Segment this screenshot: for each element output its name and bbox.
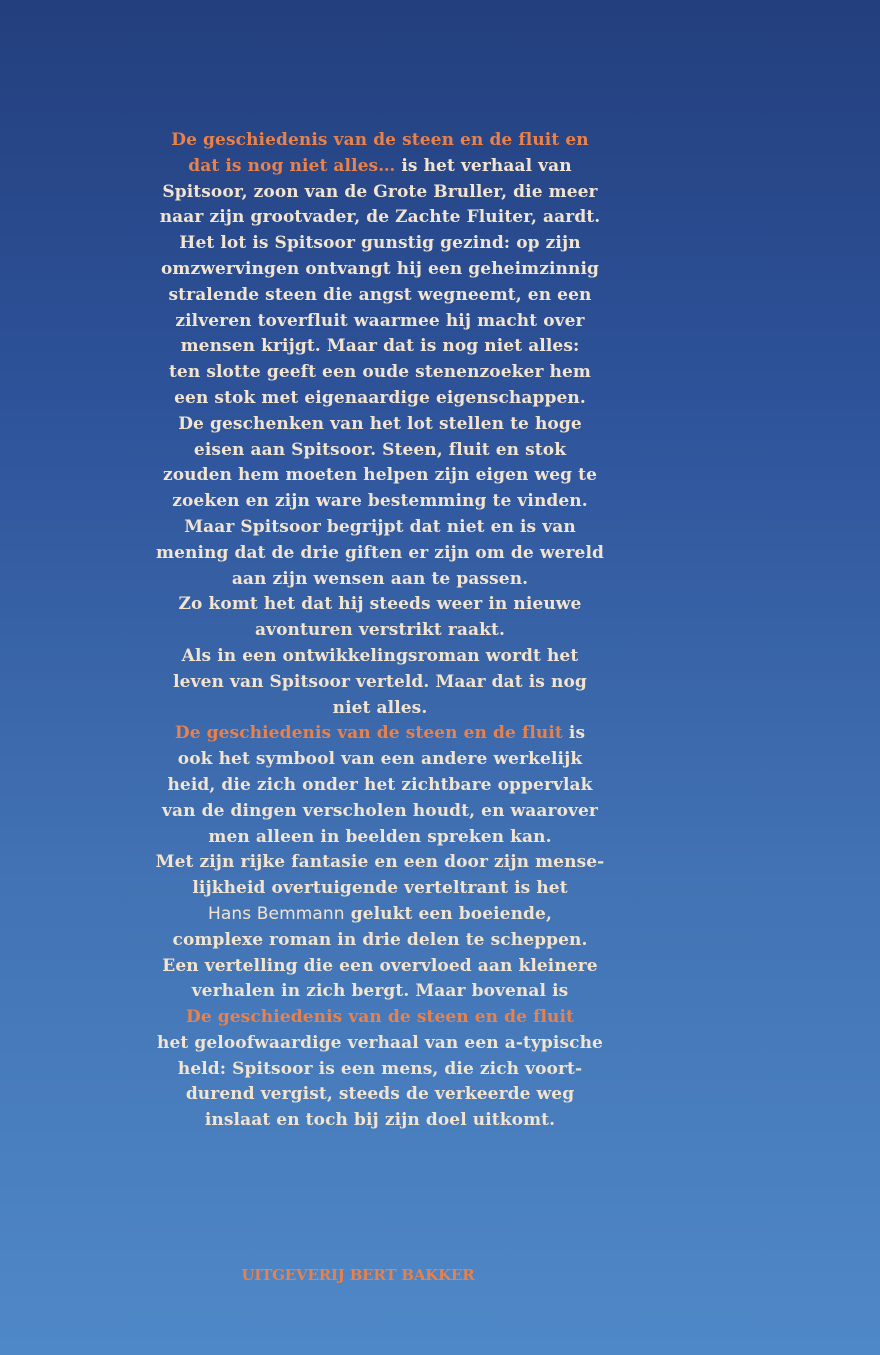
blurb-line: Maar Spitsoor begrijpt dat niet en is van (184, 516, 576, 537)
blurb-line: leven van Spitsoor verteld. Maar dat is nog (173, 671, 587, 692)
blurb-line: niet alles. (332, 697, 428, 718)
blurb-line: van de dingen verscholen houdt, en waarover (162, 800, 598, 821)
back-cover-blurb (110, 128, 650, 1134)
publisher-name: UITGEVERIJ BERT BAKKER (241, 1266, 475, 1284)
blurb-line: durend vergist, steeds de verkeerde weg (185, 1084, 575, 1105)
blurb-line: omzwervingen ontvangt hij een geheimzinnig (160, 258, 600, 279)
blurb-line: zilveren toverfluit waarmee hij macht over (175, 310, 585, 331)
blurb-line: verhalen in zich bergt. Maar bovenal is (191, 981, 569, 1002)
blurb-line: Als in een ontwikkelingsroman wordt het (181, 645, 579, 666)
blurb-title-line: De geschiedenis van de steen en de fluit en (171, 130, 589, 150)
blurb-line: zouden hem moeten helpen zijn eigen weg te (162, 465, 598, 486)
blurb-line: stralende steen die angst wegneemt, en een (168, 284, 592, 305)
author-name: Hans Bemmann (208, 903, 345, 924)
blurb-line (110, 154, 650, 180)
blurb-line: heid, die zich onder het zichtbare oppervlak (167, 774, 593, 795)
blurb-line: complexe roman in drie delen te scheppen. (172, 929, 588, 950)
blurb-line: Spitsoor, zoon van de Grote Bruller, die meer (162, 181, 598, 202)
blurb-line: inslaat en toch bij zijn doel uitkomt. (204, 1110, 556, 1131)
blurb-line: ook het symbool van een andere werkelijk (177, 749, 583, 770)
blurb-line: naar zijn grootvader, de Zachte Fluiter, aardt. (159, 207, 601, 228)
blurb-line: mensen krijgt. Maar dat is nog niet alles: (180, 336, 580, 357)
blurb-text-fragment: is het verhaal van (395, 155, 572, 176)
blurb-line: men alleen in beelden spreken kan. (208, 826, 552, 847)
blurb-line: een stok met eigenaardige eigenschappen. (174, 387, 586, 408)
blurb-text-fragment: gelukt een boeiende, (344, 903, 552, 924)
blurb-line: Zo komt het dat hij steeds weer in nieuwe (178, 594, 582, 615)
blurb-title-fragment: dat is nog niet alles… (188, 155, 396, 176)
blurb-line: avonturen verstrikt raakt. (254, 620, 506, 641)
blurb-line: Het lot is Spitsoor gunstig gezind: op zijn (179, 233, 581, 254)
blurb-line: lijkheid overtuigende verteltrant is het (192, 878, 568, 899)
blurb-line: eisen aan Spitsoor. Steen, fluit en stok (193, 439, 567, 460)
blurb-line: het geloofwaardige verhaal van een a-typische (157, 1032, 603, 1053)
blurb-line: aan zijn wensen aan te passen. (231, 568, 529, 589)
blurb-line: zoeken en zijn ware bestemming te vinden. (172, 491, 588, 512)
blurb-line: held: Spitsoor is een mens, die zich voort- (177, 1058, 583, 1079)
blurb-title-fragment: De geschiedenis van de steen en de fluit (174, 723, 563, 744)
blurb-line: De geschenken van het lot stellen te hoge (178, 413, 582, 434)
blurb-line: ten slotte geeft een oude stenenzoeker hem (168, 362, 591, 383)
blurb-text-fragment: is (562, 723, 586, 744)
blurb-line: Met zijn rijke fantasie en een door zijn mense- (155, 852, 605, 873)
blurb-title-line: De geschiedenis van de steen en de fluit (185, 1007, 575, 1028)
blurb-line (110, 721, 650, 747)
blurb-line (110, 902, 650, 928)
blurb-line: mening dat de drie giften er zijn om de wereld (156, 542, 604, 563)
blurb-line: Een vertelling die een overvloed aan kleinere (162, 955, 598, 976)
